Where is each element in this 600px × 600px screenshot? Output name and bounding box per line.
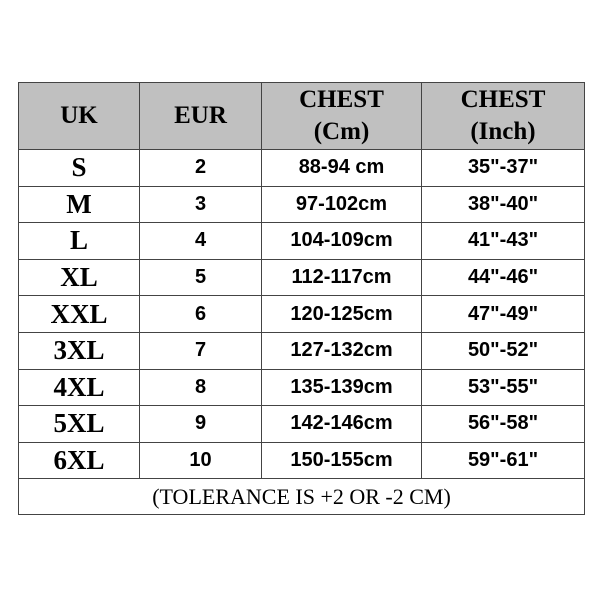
cell-uk-size: 3XL: [19, 332, 140, 369]
cell-chest-cm: 150-155cm: [262, 442, 422, 479]
cell-chest-cm: 104-109cm: [262, 223, 422, 260]
table-row: [19, 296, 585, 333]
cell-chest-inch: 59"-61": [422, 442, 585, 479]
cell-uk-size: S: [19, 150, 140, 187]
header-chest-cm-line1: CHEST: [299, 86, 384, 113]
cell-chest-inch: 44"-46": [422, 259, 585, 296]
header-eur: [140, 83, 262, 150]
cell-uk-size: XL: [19, 259, 140, 296]
cell-uk-size: 4XL: [19, 369, 140, 406]
cell-chest-inch: 41"-43": [422, 223, 585, 260]
header-chest-inch-line2: (Inch): [470, 118, 536, 145]
cell-chest-inch: 38"-40": [422, 186, 585, 223]
cell-eur-size: 2: [140, 150, 262, 187]
size-chart-table: [18, 82, 585, 515]
cell-uk-size: 5XL: [19, 406, 140, 443]
tolerance-note: (TOLERANCE IS +2 OR -2 CM): [19, 479, 585, 515]
cell-chest-cm: 135-139cm: [262, 369, 422, 406]
table-row: [19, 186, 585, 223]
cell-chest-cm: 120-125cm: [262, 296, 422, 333]
header-chest-cm-line2: (Cm): [313, 118, 370, 145]
header-chest-cm: [262, 83, 422, 150]
cell-eur-size: 4: [140, 223, 262, 260]
cell-eur-size: 7: [140, 332, 262, 369]
table-row: [19, 369, 585, 406]
cell-chest-cm: 88-94 cm: [262, 150, 422, 187]
cell-chest-cm: 127-132cm: [262, 332, 422, 369]
header-row: [19, 83, 585, 150]
cell-uk-size: L: [19, 223, 140, 260]
cell-eur-size: 8: [140, 369, 262, 406]
cell-chest-inch: 50"-52": [422, 332, 585, 369]
cell-chest-cm: 142-146cm: [262, 406, 422, 443]
header-eur-label: EUR: [174, 102, 227, 129]
cell-chest-inch: 53"-55": [422, 369, 585, 406]
header-chest-inch: [422, 83, 585, 150]
header-chest-inch-line1: CHEST: [460, 86, 546, 113]
cell-eur-size: 10: [140, 442, 262, 479]
cell-eur-size: 5: [140, 259, 262, 296]
cell-chest-cm: 112-117cm: [262, 259, 422, 296]
table-row: [19, 406, 585, 443]
table-row: [19, 442, 585, 479]
header-uk: [19, 83, 140, 150]
footer-row: [19, 479, 585, 515]
cell-chest-inch: 35"-37": [422, 150, 585, 187]
table-row: [19, 223, 585, 260]
cell-eur-size: 6: [140, 296, 262, 333]
table-row: [19, 332, 585, 369]
cell-uk-size: M: [19, 186, 140, 223]
cell-chest-cm: 97-102cm: [262, 186, 422, 223]
cell-uk-size: 6XL: [19, 442, 140, 479]
cell-eur-size: 9: [140, 406, 262, 443]
table-row: [19, 259, 585, 296]
cell-chest-inch: 47"-49": [422, 296, 585, 333]
cell-eur-size: 3: [140, 186, 262, 223]
cell-uk-size: XXL: [19, 296, 140, 333]
header-uk-label: UK: [60, 102, 98, 129]
cell-chest-inch: 56"-58": [422, 406, 585, 443]
table-row: [19, 150, 585, 187]
